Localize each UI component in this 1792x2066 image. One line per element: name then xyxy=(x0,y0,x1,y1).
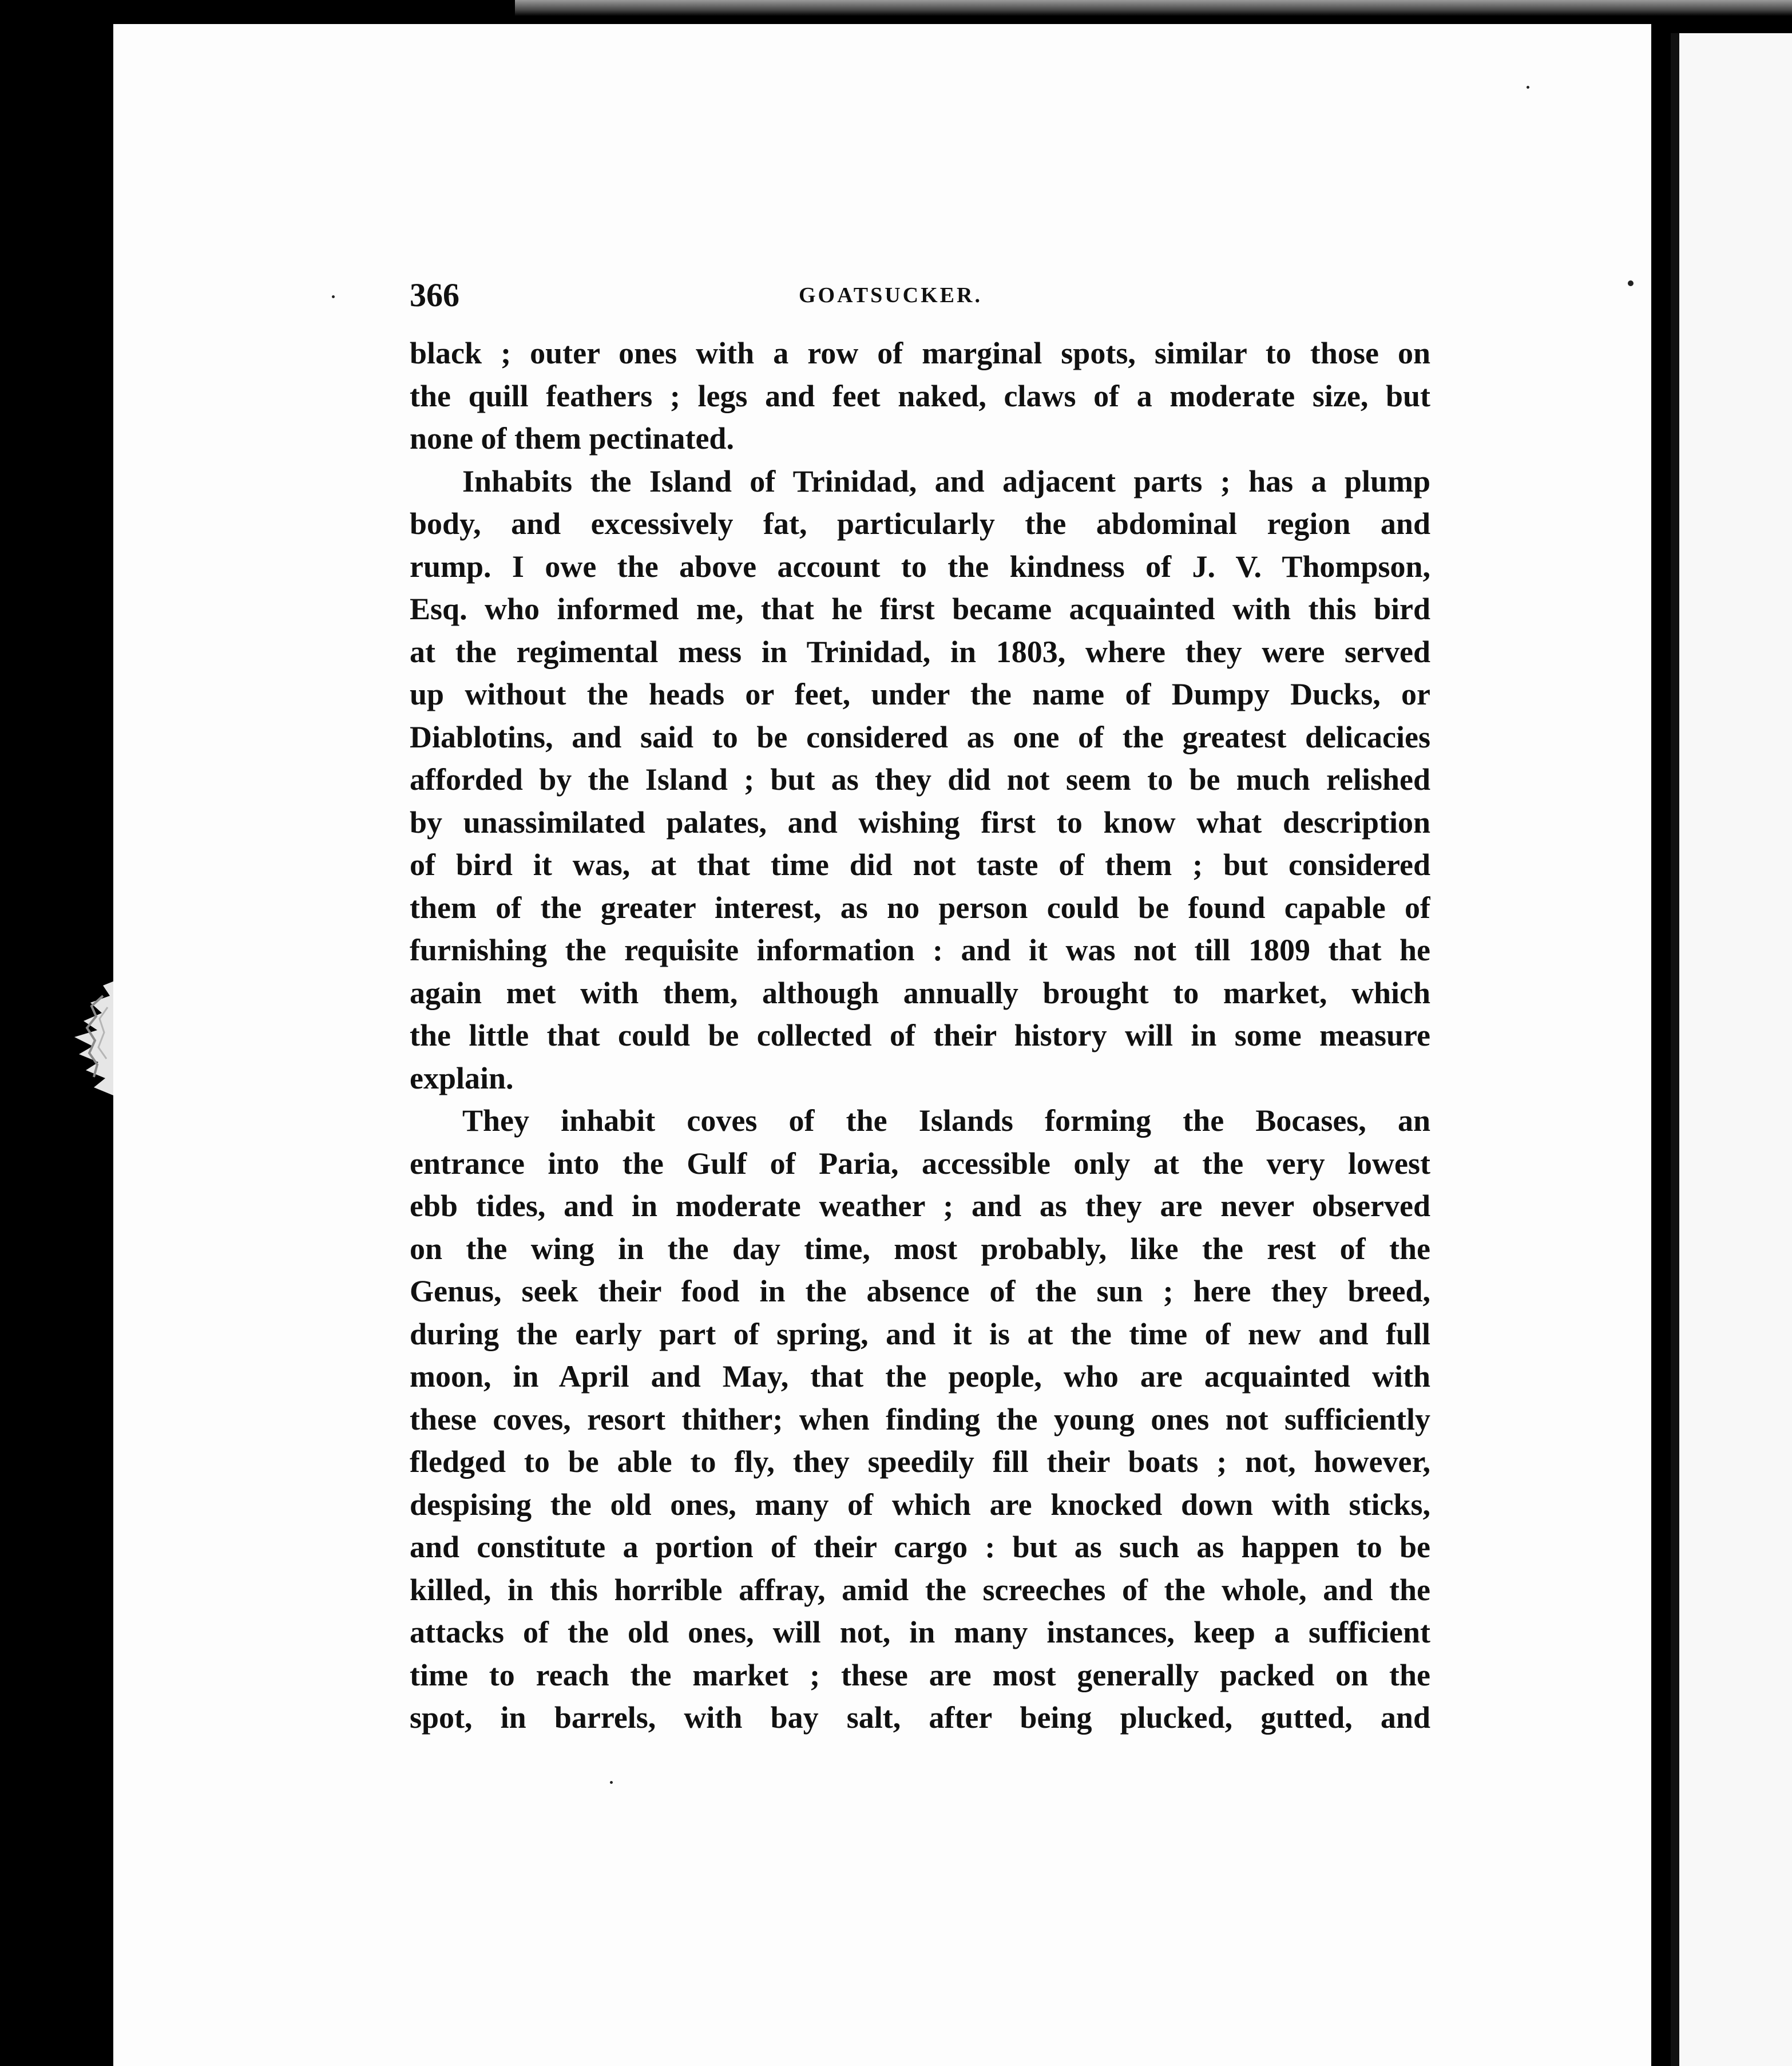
text-line: spot, in barrels, with bay salt, after being plucked, gutted, and xyxy=(410,1700,1430,1735)
text-line: Genus, seek their food in the absence of the sun ; here they breed, xyxy=(410,1274,1430,1308)
dust-speck xyxy=(1628,280,1634,286)
text-line: the quill feathers ; legs and feet naked, claws of a moderate size, but xyxy=(410,378,1430,413)
dust-speck xyxy=(610,1781,613,1784)
text-line: by unassimilated palates, and wishing first to know what description xyxy=(410,805,1430,840)
text-line: fledged to be able to fly, they speedily fill their boats ; not, however, xyxy=(410,1444,1430,1479)
text-line: time to reach the market ; these are most generally packed on the xyxy=(410,1657,1430,1692)
text-line: of bird it was, at that time did not taste of them ; but considered xyxy=(410,848,1430,882)
text-line: at the regimental mess in Trinidad, in 1803, where they were served xyxy=(410,634,1430,669)
text-line: on the wing in the day time, most probably, like the rest of the xyxy=(410,1231,1430,1266)
torn-paper-edge xyxy=(34,973,120,1105)
dust-speck xyxy=(1527,86,1529,89)
running-title: GOATSUCKER. xyxy=(799,283,982,307)
text-line: despising the old ones, many of which are knocked down with sticks, xyxy=(410,1487,1430,1522)
text-line: again met with them, although annually brought to market, which xyxy=(410,975,1430,1010)
text-line: during the early part of spring, and it is at the time of new and full xyxy=(410,1316,1430,1351)
text-line: Diablotins, and said to be considered as one of the greatest delicacies xyxy=(410,719,1430,754)
text-line: the little that could be collected of their history will in some measure xyxy=(410,1018,1430,1052)
running-head xyxy=(410,272,1430,318)
page-number: 366 xyxy=(410,276,459,314)
text-line: rump. I owe the above account to the kindness of J. V. Thompson, xyxy=(410,549,1430,584)
dust-speck xyxy=(332,295,335,298)
text-line: body, and excessively fat, particularly the abdominal region and xyxy=(410,506,1430,541)
text-line: none of them pectinated. xyxy=(410,421,734,456)
text-line: They inhabit coves of the Islands forming the Bocases, an xyxy=(462,1103,1430,1138)
body-text xyxy=(410,332,1430,1739)
text-line: black ; outer ones with a row of marginal spots, similar to those on xyxy=(410,336,1430,370)
text-line: and constitute a portion of their cargo : but as such as happen to be xyxy=(410,1530,1430,1564)
text-line: these coves, resort thither; when finding the young ones not sufficiently xyxy=(410,1402,1430,1436)
text-line: Inhabits the Island of Trinidad, and adjacent parts ; has a plump xyxy=(462,464,1430,498)
text-line: entrance into the Gulf of Paria, accessible only at the very lowest xyxy=(410,1146,1430,1181)
text-line: ebb tides, and in moderate weather ; and as they are never observed xyxy=(410,1189,1430,1223)
text-line: furnishing the requisite information : and it was not till 1809 that he xyxy=(410,933,1430,967)
text-line: killed, in this horrible affray, amid the screeches of the whole, and the xyxy=(410,1572,1430,1607)
text-line: Esq. who informed me, that he first became acquainted with this bird xyxy=(410,592,1430,626)
text-line: explain. xyxy=(410,1060,514,1095)
facing-page-gutter xyxy=(1671,33,1679,2066)
text-line: afforded by the Island ; but as they did not seem to be much relished xyxy=(410,762,1430,797)
scan-top-edge xyxy=(515,0,1792,16)
text-line: moon, in April and May, that the people, who are acquainted with xyxy=(410,1359,1430,1394)
facing-page-edge xyxy=(1679,33,1792,2066)
text-line: attacks of the old ones, will not, in many instances, keep a sufficient xyxy=(410,1615,1430,1649)
text-line: up without the heads or feet, under the name of Dumpy Ducks, or xyxy=(410,677,1430,711)
text-line: them of the greater interest, as no person could be found capable of xyxy=(410,890,1430,925)
